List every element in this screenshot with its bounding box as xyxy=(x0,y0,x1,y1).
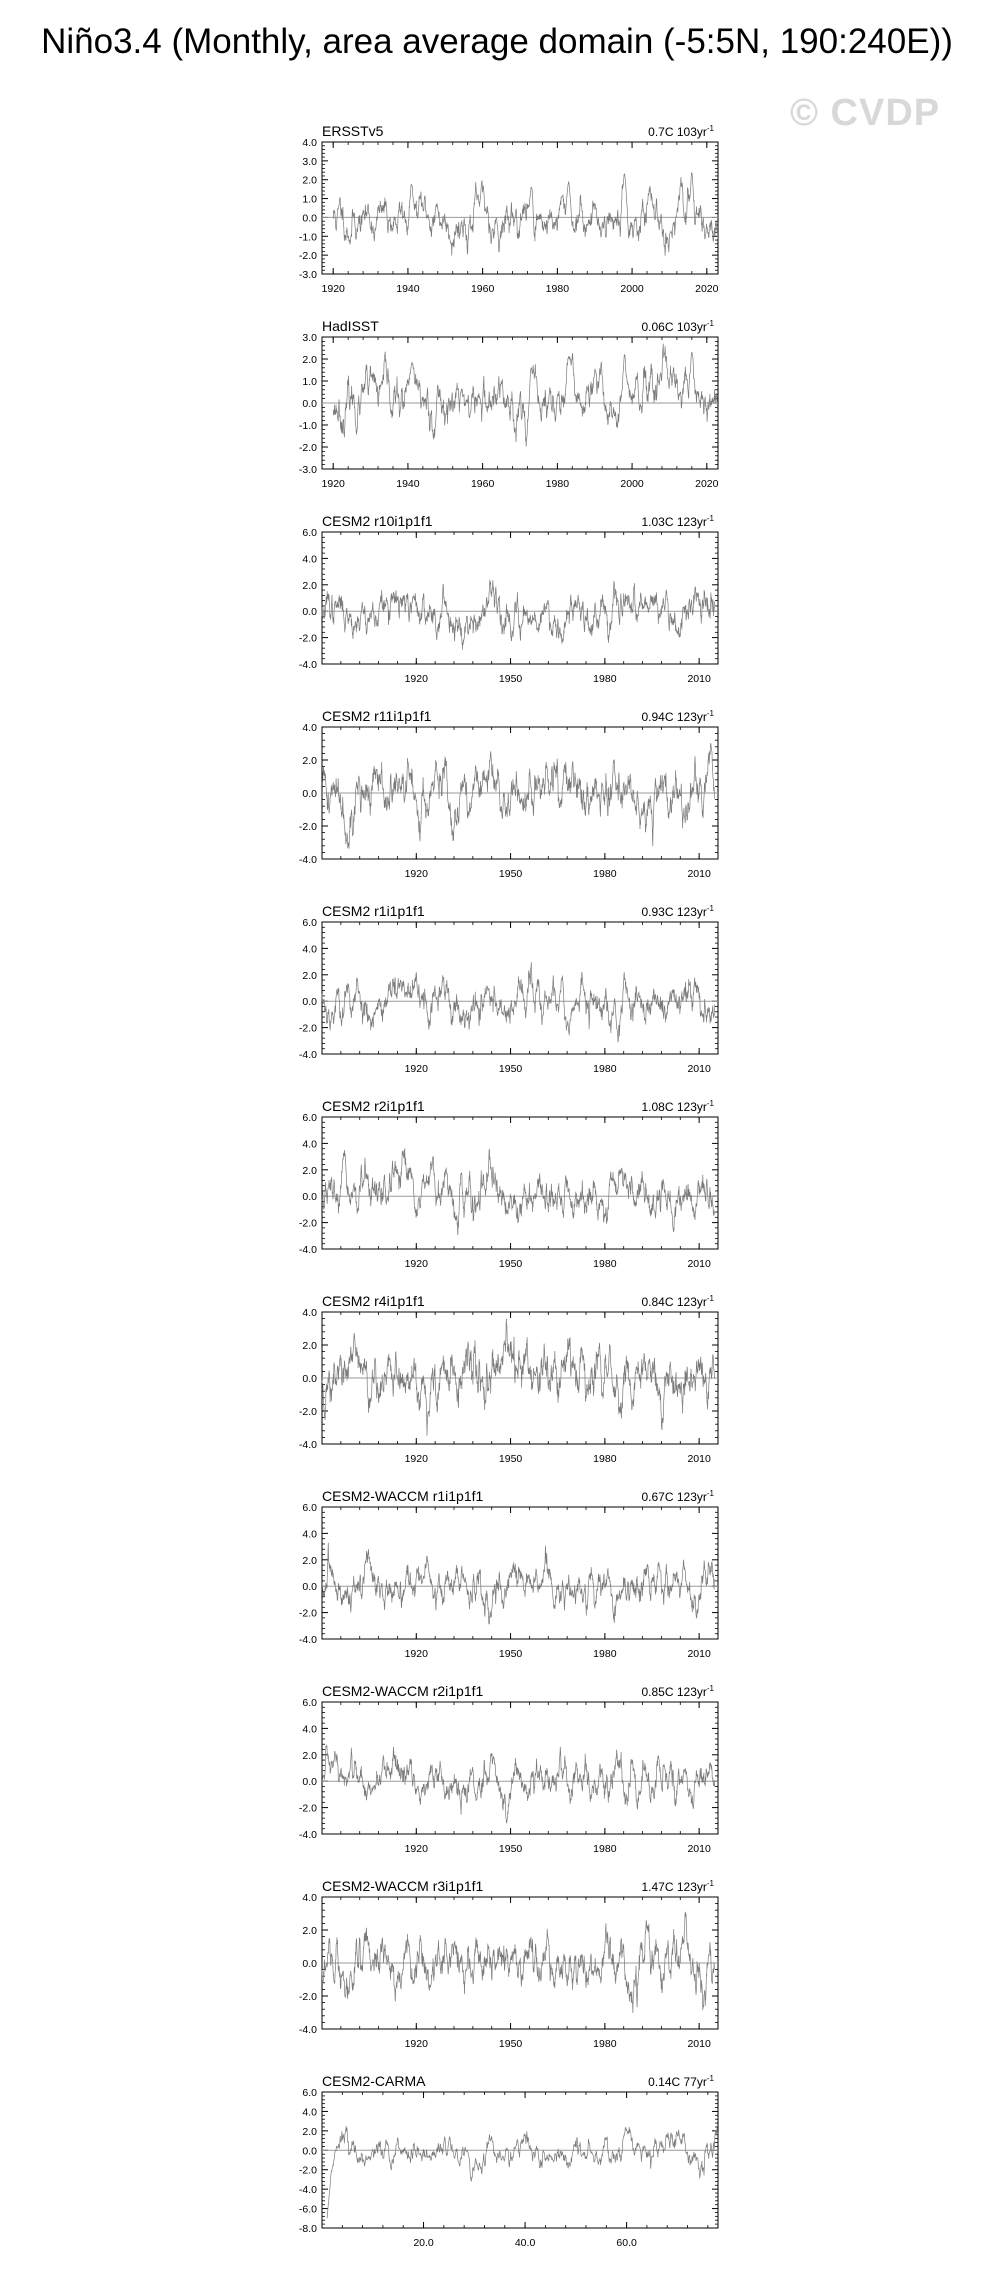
x-tick-label: 2010 xyxy=(687,1453,711,1465)
y-tick-label: 2.0 xyxy=(302,579,317,592)
y-tick-label: 0.0 xyxy=(302,212,317,225)
x-tick-label: 1980 xyxy=(545,478,570,490)
panel-title: HadISST xyxy=(322,318,379,334)
x-tick-label: 1980 xyxy=(593,1063,617,1075)
x-tick-label: 2010 xyxy=(687,2038,711,2050)
y-tick-label: 6.0 xyxy=(302,527,317,539)
panel-title: CESM2-WACCM r1i1p1f1 xyxy=(322,1488,484,1504)
trend-label: 0.93C $123yr^{-1}$ xyxy=(641,904,714,919)
panel-title: CESM2 r1i1p1f1 xyxy=(322,903,425,919)
trend-label: 1.08C $123yr^{-1}$ xyxy=(641,1099,714,1114)
y-tick-label: 0.0 xyxy=(302,398,317,410)
y-tick-label: 2.0 xyxy=(302,174,317,187)
x-tick-label: 1980 xyxy=(593,1648,617,1660)
plot-frame xyxy=(322,1702,718,1834)
y-tick-label: -8.0 xyxy=(298,2223,317,2235)
y-tick-label: -2.0 xyxy=(298,250,317,263)
page-title: Niño3.4 (Monthly, area average domain (-5:5N, 190:240E)) xyxy=(41,22,953,61)
y-tick-label: -6.0 xyxy=(298,2203,317,2216)
panel-title: CESM2-CARMA xyxy=(322,2073,426,2089)
x-tick-label: 2010 xyxy=(687,673,711,685)
x-tick-label: 1980 xyxy=(545,283,570,295)
nino34-series-line xyxy=(333,173,718,256)
y-tick-label: -2.0 xyxy=(298,2164,317,2177)
x-tick-label: 1980 xyxy=(593,1258,617,1270)
y-tick-label: 2.0 xyxy=(302,354,317,366)
x-tick-label: 1920 xyxy=(404,868,428,880)
chart-panel xyxy=(299,1683,718,1855)
panel-title: ERSSTv5 xyxy=(322,123,384,139)
y-tick-label: -2.0 xyxy=(298,442,317,454)
x-tick-label: 2000 xyxy=(620,478,644,490)
y-tick-label: 6.0 xyxy=(302,1697,317,1709)
x-tick-label: 1920 xyxy=(321,478,345,490)
x-tick-label: 1950 xyxy=(498,1648,523,1660)
plot-frame xyxy=(322,1117,718,1249)
x-tick-label: 2010 xyxy=(687,1063,711,1075)
y-tick-label: 4.0 xyxy=(302,1723,317,1736)
y-tick-label: 6.0 xyxy=(302,2087,317,2099)
y-tick-label: 2.0 xyxy=(302,969,317,982)
y-tick-label: -2.0 xyxy=(298,1022,317,1035)
y-tick-label: 6.0 xyxy=(302,917,317,929)
x-tick-label: 1980 xyxy=(593,673,617,685)
y-tick-label: -2.0 xyxy=(298,821,317,833)
x-tick-label: 1920 xyxy=(404,2038,428,2050)
y-tick-label: -1.0 xyxy=(298,420,317,432)
y-tick-label: 2.0 xyxy=(302,1340,317,1352)
y-tick-label: -2.0 xyxy=(298,1217,317,1230)
x-tick-label: 60.0 xyxy=(616,2237,637,2249)
trend-label: 0.06C $103yr^{-1}$ xyxy=(641,319,714,334)
x-tick-label: 2010 xyxy=(687,868,711,880)
y-tick-label: -4.0 xyxy=(298,2184,317,2197)
y-tick-label: 0.0 xyxy=(302,1958,317,1970)
y-tick-label: -2.0 xyxy=(298,1802,317,1815)
y-tick-label: 4.0 xyxy=(302,722,317,734)
cvdp-watermark: © CVDP xyxy=(790,92,941,134)
x-tick-label: 40.0 xyxy=(514,2237,536,2249)
chart-panel xyxy=(299,708,718,880)
y-tick-label: 2.0 xyxy=(302,1925,317,1937)
x-tick-label: 1960 xyxy=(470,478,495,490)
y-tick-label: -4.0 xyxy=(298,659,317,671)
chart-panel xyxy=(299,1878,718,2050)
y-tick-label: 0.0 xyxy=(302,1776,317,1789)
x-tick-label: 1920 xyxy=(404,1258,428,1270)
plot-frame xyxy=(322,2092,718,2228)
y-tick-label: 4.0 xyxy=(302,1138,317,1151)
chart-panel xyxy=(299,2073,718,2249)
y-tick-label: 2.0 xyxy=(302,2125,317,2138)
nino34-series-line xyxy=(322,1745,715,1823)
y-tick-label: 4.0 xyxy=(302,2106,317,2119)
nino34-series-line xyxy=(322,1543,715,1624)
y-tick-label: 0.0 xyxy=(302,788,317,800)
y-tick-label: -4.0 xyxy=(298,1049,317,1061)
panel-title: CESM2 r10i1p1f1 xyxy=(322,513,433,529)
chart-panel xyxy=(299,1098,718,1270)
x-tick-label: 1920 xyxy=(404,1453,428,1465)
y-tick-label: -2.0 xyxy=(298,1607,317,1620)
x-tick-label: 1920 xyxy=(404,673,428,685)
y-tick-label: 2.0 xyxy=(302,1164,317,1177)
y-tick-label: -4.0 xyxy=(298,1244,317,1256)
chart-panel xyxy=(299,513,718,685)
x-tick-label: 2010 xyxy=(687,1258,711,1270)
y-tick-label: -4.0 xyxy=(298,1439,317,1451)
x-tick-label: 1950 xyxy=(498,673,523,685)
panel-title: CESM2-WACCM r2i1p1f1 xyxy=(322,1683,484,1699)
nino34-series-line xyxy=(322,1912,715,2013)
trend-label: 0.14C $77yr^{-1}$ xyxy=(648,2074,714,2089)
x-tick-label: 1980 xyxy=(593,2038,617,2050)
x-tick-label: 1980 xyxy=(593,868,617,880)
y-tick-label: 0.0 xyxy=(302,2145,317,2158)
chart-panel xyxy=(299,318,719,490)
trend-label: 0.84C $123yr^{-1}$ xyxy=(641,1294,714,1309)
x-tick-label: 20.0 xyxy=(413,2237,434,2249)
x-tick-label: 1950 xyxy=(498,868,523,880)
y-tick-label: -2.0 xyxy=(298,632,317,645)
y-tick-label: 4.0 xyxy=(302,137,317,149)
y-tick-label: 0.0 xyxy=(302,1191,317,1204)
trend-label: 1.47C $123yr^{-1}$ xyxy=(641,1879,714,1894)
y-tick-label: -2.0 xyxy=(298,1406,317,1418)
y-tick-label: 1.0 xyxy=(302,193,317,206)
nino34-series-line xyxy=(322,1319,715,1436)
y-tick-label: 6.0 xyxy=(302,1112,317,1124)
chart-panel xyxy=(299,1488,718,1660)
y-tick-label: 4.0 xyxy=(302,943,317,956)
nino34-series-line xyxy=(322,1149,715,1236)
x-tick-label: 2020 xyxy=(695,283,719,295)
x-tick-label: 2020 xyxy=(695,478,719,490)
y-tick-label: 0.0 xyxy=(302,1581,317,1594)
y-tick-label: 2.0 xyxy=(302,1554,317,1567)
chart-panel xyxy=(299,903,718,1075)
y-tick-label: 6.0 xyxy=(302,1502,317,1514)
x-tick-label: 1940 xyxy=(396,283,420,295)
x-tick-label: 1950 xyxy=(498,1063,523,1075)
y-tick-label: 0.0 xyxy=(302,1373,317,1385)
trend-label: 0.7C $103yr^{-1}$ xyxy=(648,124,714,139)
x-tick-label: 1920 xyxy=(321,283,345,295)
x-tick-label: 1960 xyxy=(470,283,495,295)
x-tick-label: 1950 xyxy=(498,1453,523,1465)
x-tick-label: 1950 xyxy=(498,2038,523,2050)
x-tick-label: 1950 xyxy=(498,1258,523,1270)
x-tick-label: 1980 xyxy=(593,1453,617,1465)
nino34-series-line xyxy=(322,743,715,849)
x-tick-label: 2000 xyxy=(620,283,644,295)
y-tick-label: 0.0 xyxy=(302,996,317,1009)
panel-title: CESM2 r11i1p1f1 xyxy=(322,708,432,724)
x-tick-label: 1920 xyxy=(404,1648,428,1660)
y-tick-label: 1.0 xyxy=(302,376,317,388)
y-tick-label: 3.0 xyxy=(302,332,317,344)
y-tick-label: -4.0 xyxy=(298,1829,317,1841)
nino34-series-line xyxy=(322,580,715,650)
x-tick-label: 2010 xyxy=(687,1843,711,1855)
x-tick-label: 1920 xyxy=(404,1843,428,1855)
chart-panel xyxy=(299,123,719,295)
chart-panel xyxy=(299,1293,718,1465)
y-tick-label: 2.0 xyxy=(302,1749,317,1762)
y-tick-label: 4.0 xyxy=(302,553,317,566)
panel-title: CESM2-WACCM r3i1p1f1 xyxy=(322,1878,484,1894)
panel-title: CESM2 r2i1p1f1 xyxy=(322,1098,425,1114)
y-tick-label: 2.0 xyxy=(302,755,317,767)
x-tick-label: 1920 xyxy=(404,1063,428,1075)
panel-title: CESM2 r4i1p1f1 xyxy=(322,1293,425,1309)
x-tick-label: 1940 xyxy=(396,478,420,490)
x-tick-label: 1950 xyxy=(498,1843,523,1855)
y-tick-label: -2.0 xyxy=(298,1991,317,2003)
y-tick-label: -4.0 xyxy=(298,854,317,866)
y-tick-label: 3.0 xyxy=(302,155,317,168)
y-tick-label: -3.0 xyxy=(298,464,317,476)
nino34-series-line xyxy=(322,962,715,1042)
trend-label: 0.85C $123yr^{-1}$ xyxy=(641,1684,714,1699)
y-tick-label: 0.0 xyxy=(302,606,317,619)
y-tick-label: -4.0 xyxy=(298,2024,317,2036)
y-tick-label: 4.0 xyxy=(302,1307,317,1319)
trend-label: 0.94C $123yr^{-1}$ xyxy=(641,709,714,724)
trend-label: 1.03C $123yr^{-1}$ xyxy=(641,514,714,529)
x-tick-label: 1980 xyxy=(593,1843,617,1855)
y-tick-label: -4.0 xyxy=(298,1634,317,1646)
y-tick-label: 4.0 xyxy=(302,1892,317,1904)
y-tick-label: -3.0 xyxy=(298,269,317,281)
trend-label: 0.67C $123yr^{-1}$ xyxy=(641,1489,714,1504)
x-tick-label: 2010 xyxy=(687,1648,711,1660)
nino34-series-line xyxy=(327,2126,717,2218)
y-tick-label: 4.0 xyxy=(302,1528,317,1541)
y-tick-label: -1.0 xyxy=(298,231,317,244)
nino34-series-line xyxy=(333,344,718,447)
